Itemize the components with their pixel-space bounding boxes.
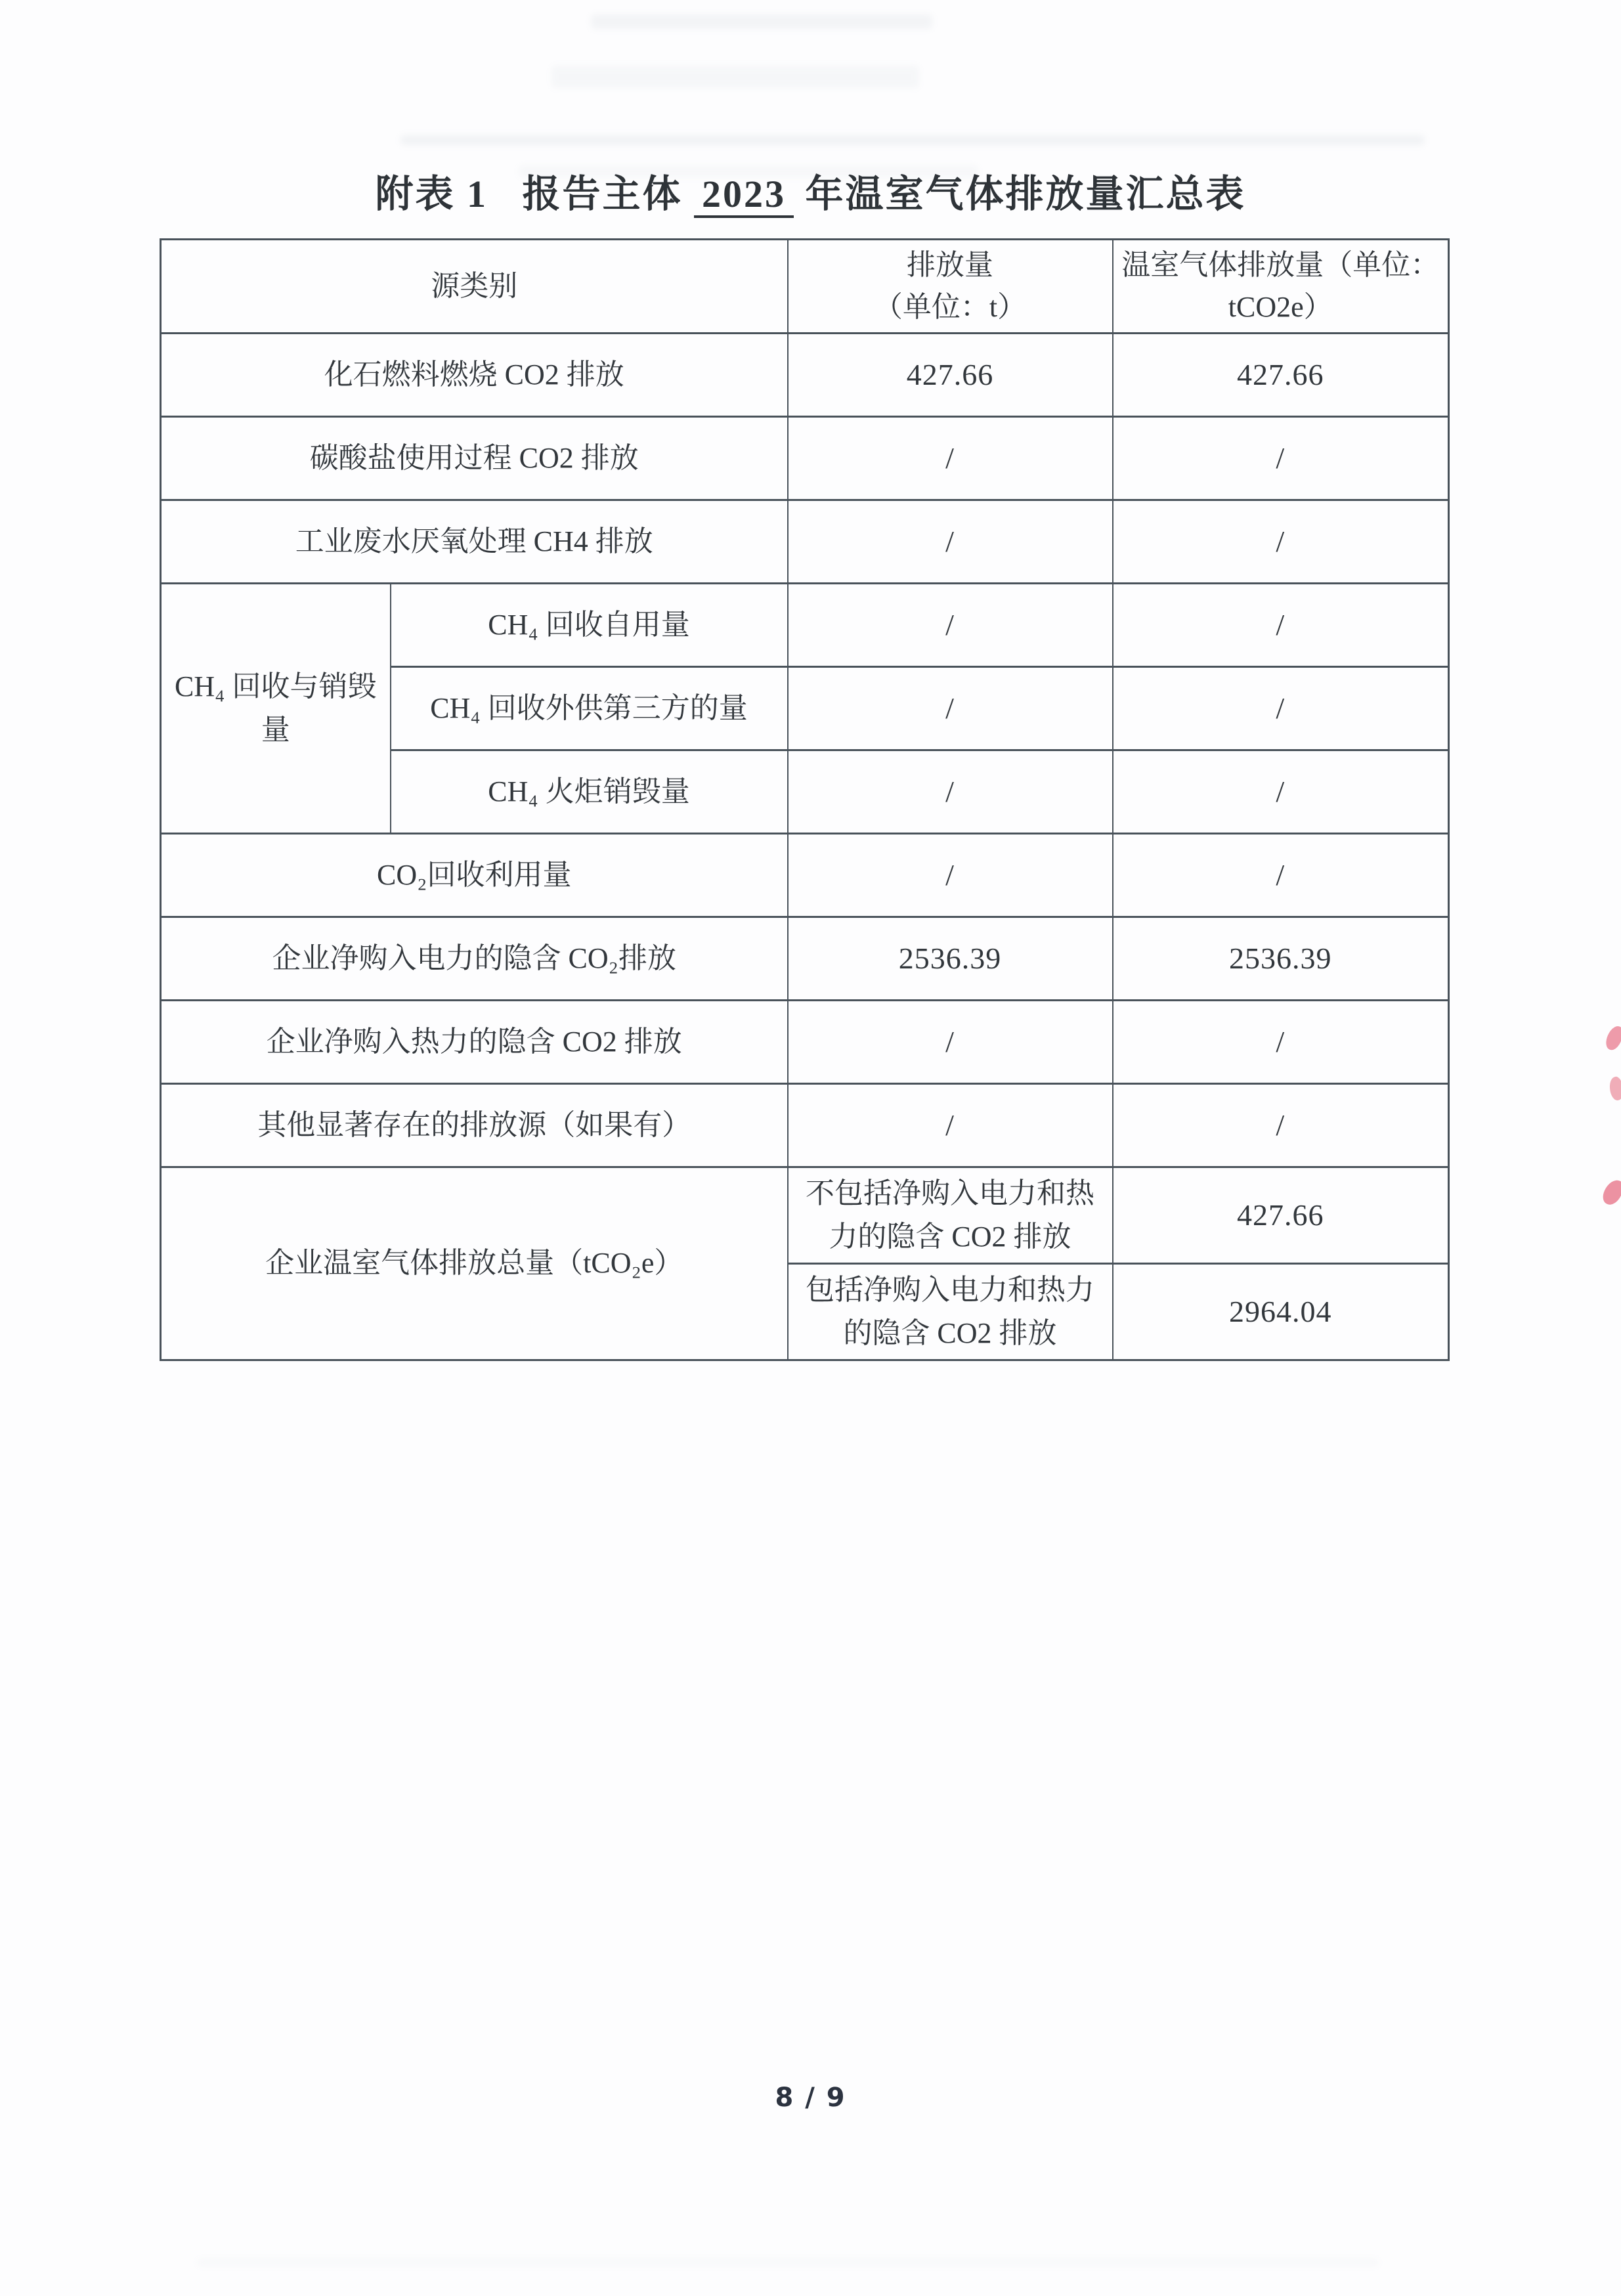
- row-purchased-electricity: [161, 917, 1449, 1000]
- row-ch4-self-use-label: CH₄ 回收自用量: [391, 583, 788, 666]
- header-source-category: 源类别: [161, 240, 788, 334]
- red-stamp-edge-mark: [1607, 1075, 1621, 1101]
- row-purchased-heat: [161, 1000, 1449, 1083]
- title-text-before: 附表 1 报告主体: [375, 173, 694, 215]
- row-co2-recovery: [161, 833, 1449, 917]
- row-other-sources-emission: /: [788, 1083, 1113, 1167]
- row-ch4-flare-ghg: /: [1113, 750, 1449, 833]
- row-purchased-electricity-label: 企业净购入电力的隐含 CO₂排放: [161, 917, 788, 1000]
- row-purchased-electricity-emission: 2536.39: [788, 917, 1113, 1000]
- red-stamp-edge-mark: [1600, 1177, 1621, 1207]
- row-fossil-fuel-co2-emission: 427.66: [788, 333, 1113, 416]
- row-carbonate-co2-emission: /: [788, 416, 1113, 500]
- row-other-sources-ghg: /: [1113, 1083, 1449, 1167]
- emissions-summary-table: [160, 238, 1450, 1361]
- row-ch4-flare-label: CH₄ 火炬销毁量: [391, 750, 788, 833]
- red-stamp-edge-mark: [1604, 1024, 1621, 1052]
- row-total-including-label: 包括净购入电力和热力的隐含 CO2 排放: [788, 1263, 1113, 1360]
- row-purchased-heat-ghg: /: [1113, 1000, 1449, 1083]
- row-carbonate-co2: [161, 416, 1449, 500]
- row-ch4-self-use-ghg: /: [1113, 583, 1449, 666]
- row-other-sources: [161, 1083, 1449, 1167]
- row-ch4-third-party-emission: /: [788, 666, 1113, 750]
- row-total-including-value: 2964.04: [1113, 1263, 1449, 1360]
- scan-bleedthrough-artifact: [551, 66, 919, 88]
- row-fossil-fuel-co2: [161, 333, 1449, 416]
- row-total-excluding-value: 427.66: [1113, 1167, 1449, 1263]
- row-fossil-fuel-co2-ghg: 427.66: [1113, 333, 1449, 416]
- total-group-label: 企业温室气体排放总量（tCO₂e）: [161, 1167, 788, 1360]
- header-emission-amount: [788, 240, 1113, 334]
- row-carbonate-co2-ghg: /: [1113, 416, 1449, 500]
- row-total-excluding: [161, 1167, 1449, 1263]
- header-ghg-line2: tCO2e）: [1228, 290, 1333, 323]
- row-co2-recovery-label: CO₂回收利用量: [161, 833, 788, 917]
- row-other-sources-label: 其他显著存在的排放源（如果有）: [161, 1083, 788, 1167]
- page-title: [0, 163, 1621, 218]
- row-fossil-fuel-co2-label: 化石燃料燃烧 CO2 排放: [161, 333, 788, 416]
- row-co2-recovery-emission: /: [788, 833, 1113, 917]
- row-wastewater-ch4-ghg: /: [1113, 500, 1449, 583]
- scan-bleedthrough-artifact: [197, 2259, 1379, 2266]
- row-carbonate-co2-label: 碳酸盐使用过程 CO2 排放: [161, 416, 788, 500]
- title-year-underlined: 2023: [694, 173, 794, 218]
- scan-bleedthrough-artifact: [400, 135, 1425, 145]
- ch4-recovery-group-label: CH₄ 回收与销毁量: [161, 583, 391, 833]
- row-wastewater-ch4-emission: /: [788, 500, 1113, 583]
- header-ghg-line1: 温室气体排放量（单位：: [1121, 249, 1440, 281]
- row-co2-recovery-ghg: /: [1113, 833, 1449, 917]
- row-ch4-third-party-ghg: /: [1113, 666, 1449, 750]
- row-purchased-heat-label: 企业净购入热力的隐含 CO2 排放: [161, 1000, 788, 1083]
- row-ch4-recovery-self-use: [161, 583, 1449, 666]
- row-wastewater-ch4-label: 工业废水厌氧处理 CH4 排放: [161, 500, 788, 583]
- row-total-excluding-label: 不包括净购入电力和热力的隐含 CO2 排放: [788, 1167, 1113, 1263]
- table-header-row: [161, 240, 1449, 334]
- header-ghg-amount: [1113, 240, 1449, 334]
- row-ch4-self-use-emission: /: [788, 583, 1113, 666]
- title-text-after: 年温室气体排放量汇总表: [794, 173, 1246, 215]
- row-wastewater-ch4: [161, 500, 1449, 583]
- row-ch4-third-party-label: CH₄ 回收外供第三方的量: [391, 666, 788, 750]
- header-emission-line1: 排放量: [907, 249, 993, 281]
- scan-bleedthrough-artifact: [591, 14, 932, 29]
- row-purchased-electricity-ghg: 2536.39: [1113, 917, 1449, 1000]
- row-purchased-heat-emission: /: [788, 1000, 1113, 1083]
- header-emission-line2: （单位：t）: [873, 290, 1027, 323]
- row-ch4-flare-emission: /: [788, 750, 1113, 833]
- page-number: 8 / 9: [775, 2083, 846, 2113]
